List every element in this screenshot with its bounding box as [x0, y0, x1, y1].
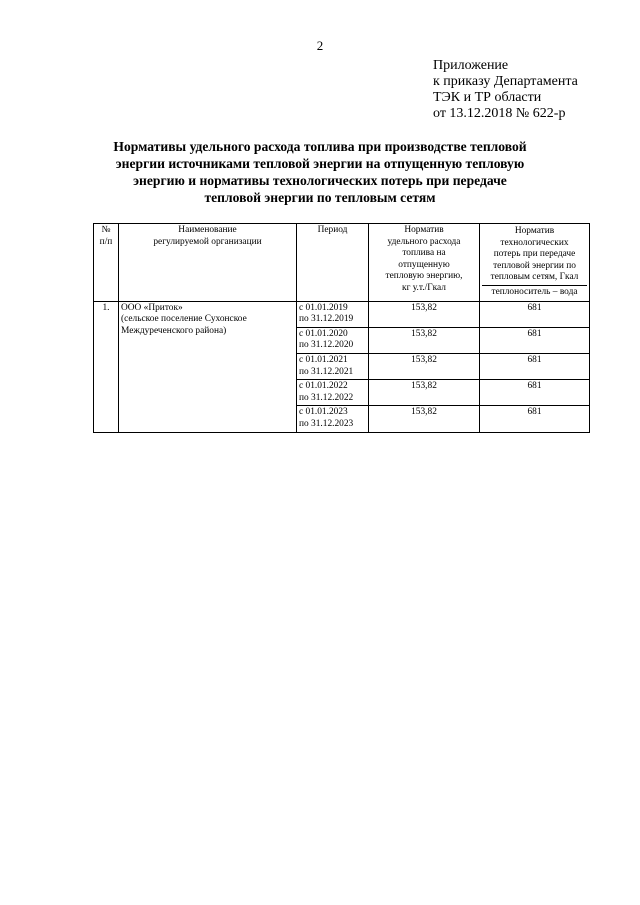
organization-line: ООО «Приток»	[121, 302, 183, 313]
header-organization	[119, 224, 297, 302]
loss-norm-value: 681	[480, 327, 590, 353]
period-start: с 01.01.2021	[299, 354, 348, 365]
document-title	[96, 138, 544, 206]
period-end: по 31.12.2021	[299, 366, 354, 377]
period-cell	[297, 406, 369, 432]
fuel-norm-value: 153,82	[369, 327, 480, 353]
period-end: по 31.12.2023	[299, 418, 354, 429]
header-text: №	[101, 225, 111, 235]
header-number	[94, 224, 119, 302]
fuel-norm-value: 153,82	[369, 406, 480, 432]
loss-norm-value: 681	[480, 353, 590, 379]
appendix-line: к приказу Департамента	[433, 74, 578, 89]
header-text: топлива на	[402, 248, 446, 259]
appendix-line: Приложение	[433, 58, 509, 73]
period-end: по 31.12.2022	[299, 392, 354, 403]
appendix-block	[433, 58, 578, 122]
period-start: с 01.01.2019	[299, 302, 348, 313]
title-line: тепловой энергии по тепловым сетям	[204, 190, 436, 205]
fuel-norm-value: 153,82	[369, 301, 480, 327]
period-cell	[297, 353, 369, 379]
period-start: с 01.01.2022	[299, 381, 348, 392]
header-text: тепловую энергию,	[385, 271, 463, 282]
period-cell	[297, 301, 369, 327]
period-cell	[297, 380, 369, 406]
loss-norm-value: 681	[480, 301, 590, 327]
header-fuel-norm	[369, 224, 480, 302]
header-text: потерь при передаче	[493, 249, 576, 260]
header-text: отпущенную	[398, 259, 450, 270]
header-text: тепловой энергии по	[493, 260, 576, 271]
header-text: удельного расхода	[387, 236, 461, 247]
fuel-norm-value: 153,82	[369, 380, 480, 406]
page-number: 2	[316, 38, 324, 53]
header-text: Наименование	[178, 225, 237, 235]
title-line: Нормативы удельного расхода топлива при производстве тепловой	[113, 139, 527, 154]
header-text: тепловым сетям, Гкал	[490, 272, 579, 283]
period-start: с 01.01.2020	[299, 328, 348, 339]
period-start: с 01.01.2023	[299, 407, 348, 418]
table-header-row	[94, 224, 590, 302]
header-period	[297, 224, 369, 302]
loss-norm-value: 681	[480, 380, 590, 406]
title-line: энергию и нормативы технологических потерь при передаче	[133, 173, 507, 188]
header-loss-norm	[480, 224, 590, 302]
header-loss-subtitle: теплоноситель – вода	[491, 286, 578, 297]
organization-line: (сельское поселение Сухонское	[121, 314, 247, 325]
appendix-line: от 13.12.2018 № 622-р	[433, 106, 566, 121]
header-text: Норматив	[514, 226, 555, 236]
fuel-norm-value: 153,82	[369, 353, 480, 379]
header-text: Период	[317, 225, 348, 235]
header-text: Норматив	[404, 225, 444, 235]
row-number: 1.	[94, 301, 119, 432]
header-text: технологических	[500, 237, 569, 248]
header-loss-title	[482, 225, 587, 286]
period-cell	[297, 327, 369, 353]
header-text: кг у.т./Гкал	[402, 282, 446, 293]
table-row	[94, 301, 590, 327]
appendix-line: ТЭК и ТР области	[433, 90, 542, 105]
title-line: энергии источниками тепловой энергии на отпущенную тепловую	[115, 156, 525, 171]
header-text: регулируемой организации	[153, 236, 262, 247]
loss-norm-value: 681	[480, 406, 590, 432]
organization-line: Междуреченского района)	[121, 325, 227, 336]
header-text: п/п	[99, 236, 113, 247]
norms-table	[93, 223, 590, 433]
period-end: по 31.12.2020	[299, 340, 354, 351]
period-end: по 31.12.2019	[299, 314, 354, 325]
organization-name	[119, 301, 297, 432]
